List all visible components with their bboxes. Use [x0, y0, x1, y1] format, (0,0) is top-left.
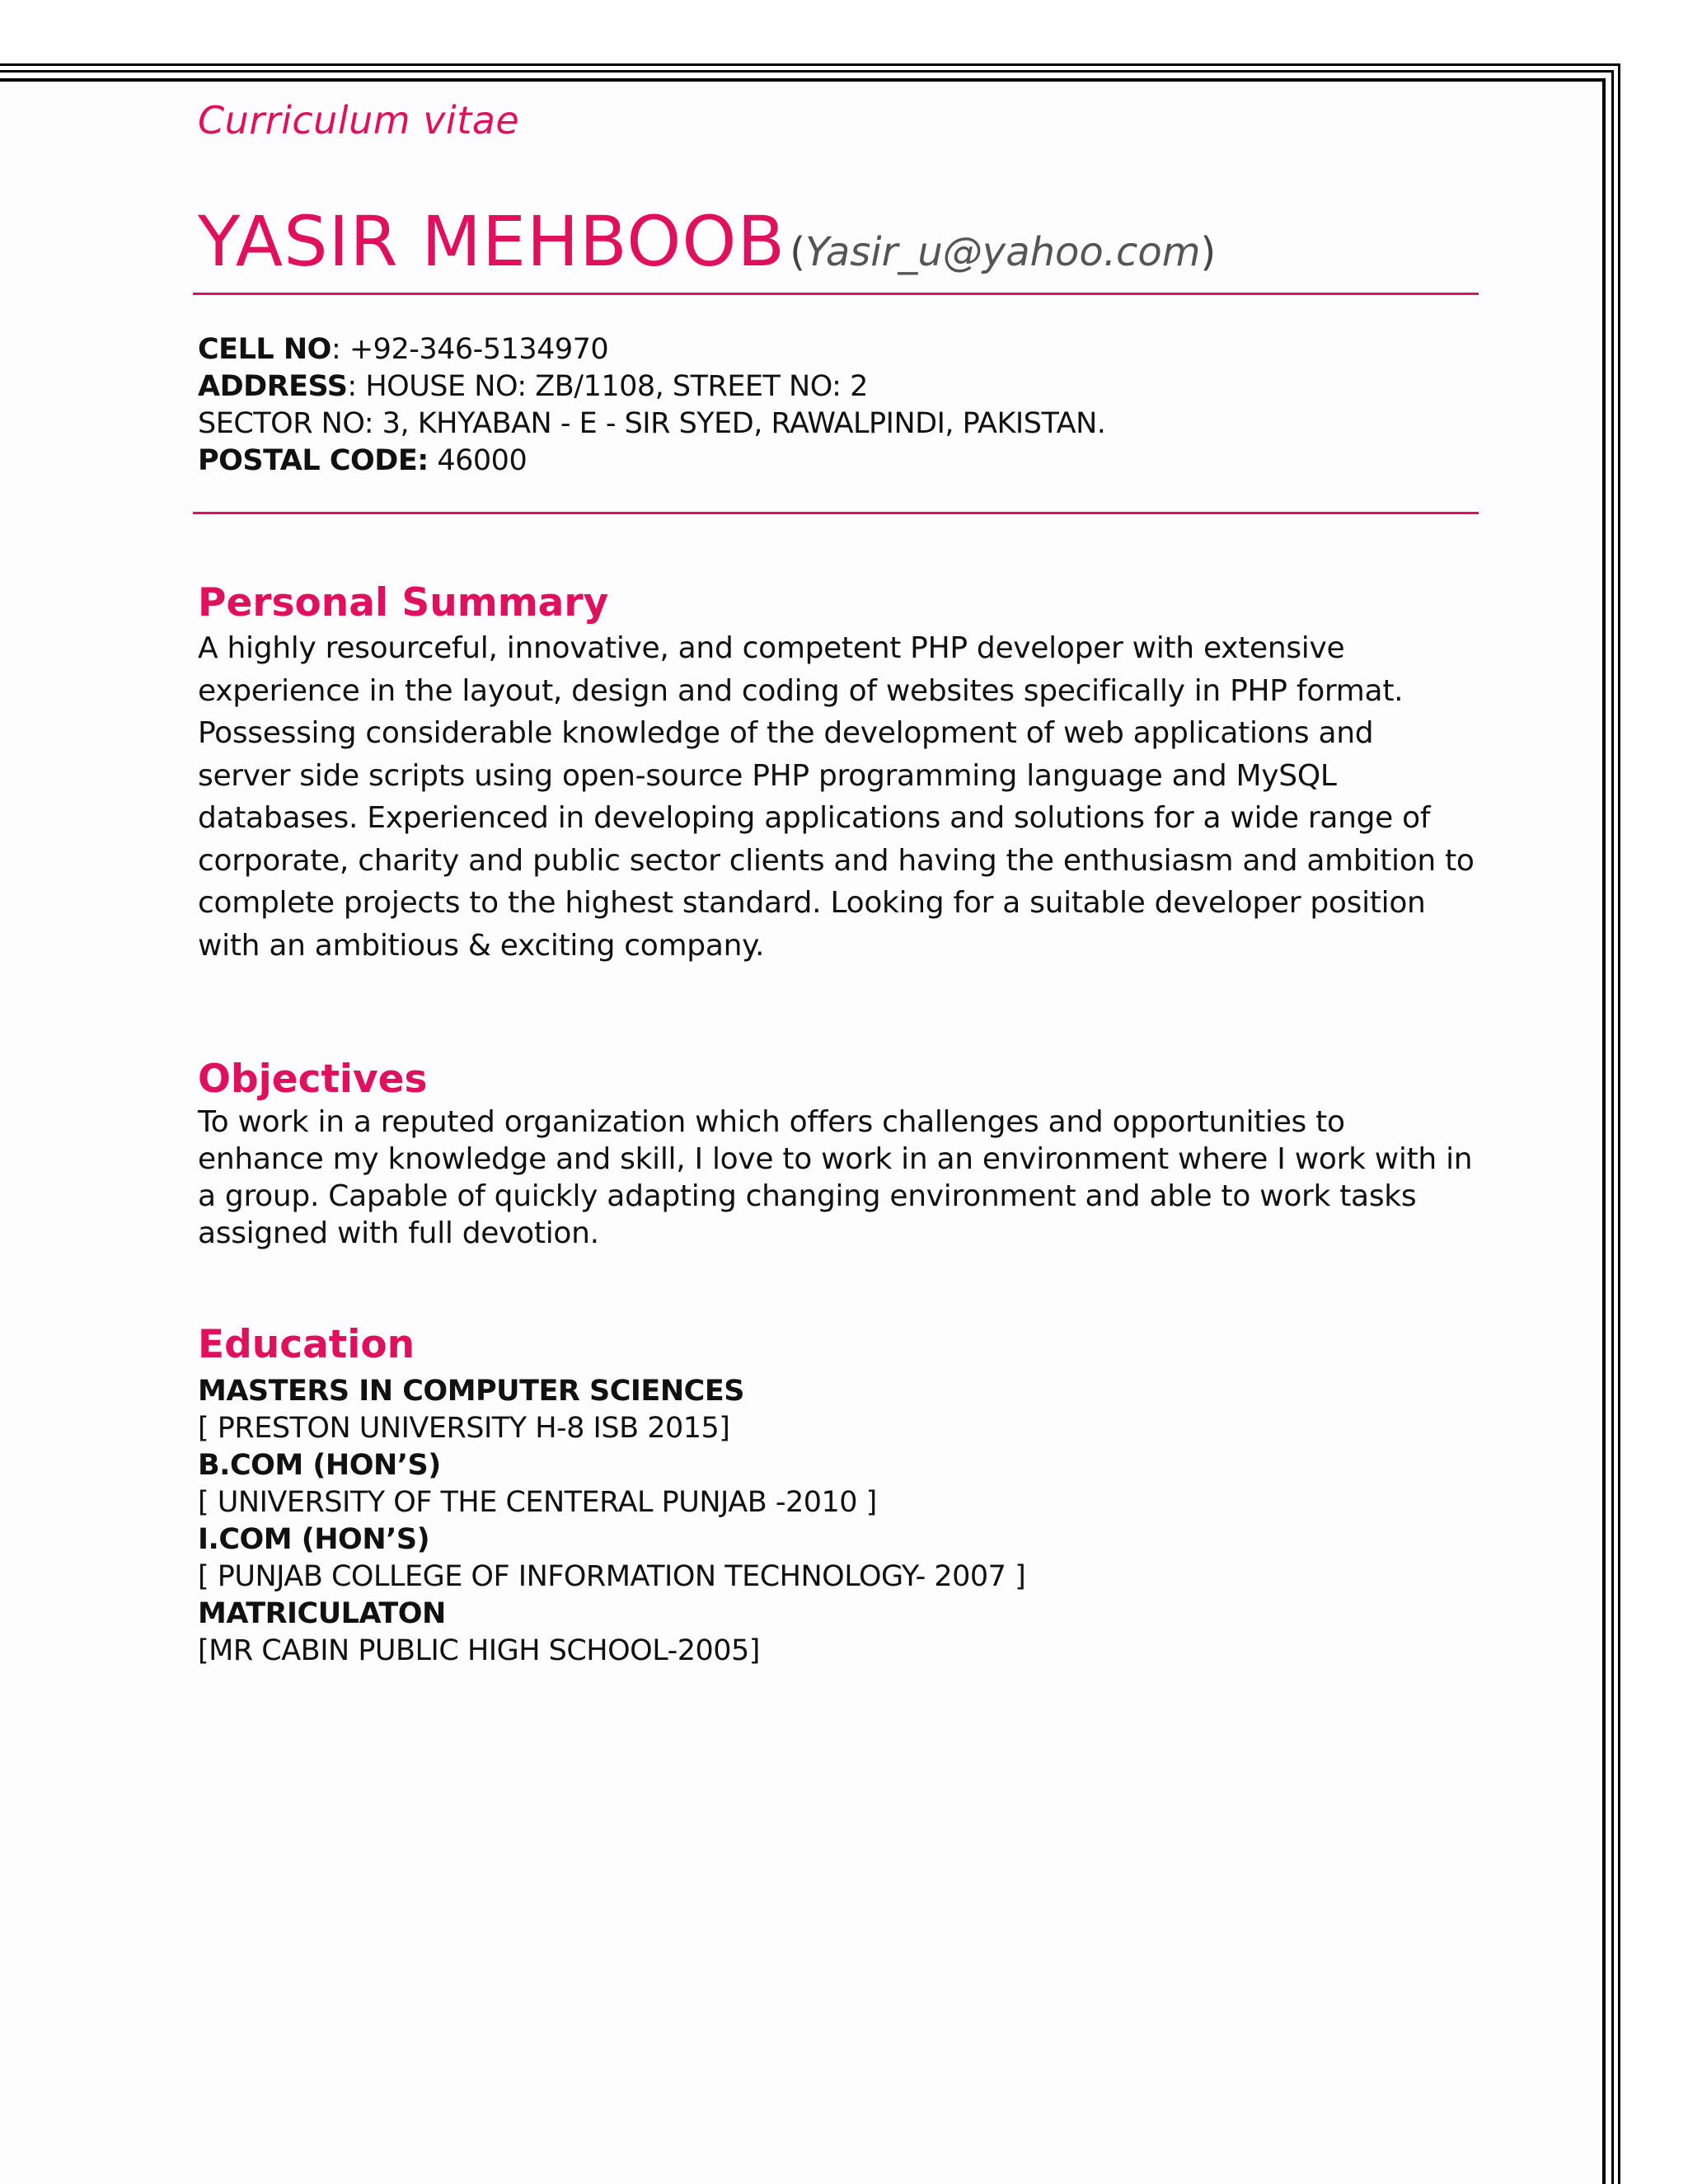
education-degree: MATRICULATON	[198, 1597, 446, 1630]
education-degree: MASTERS IN COMPUTER SCIENCES	[198, 1375, 744, 1408]
name-heading	[198, 201, 1216, 282]
education-institution: [ UNIVERSITY OF THE CENTERAL PUNJAB -2010 ]	[198, 1486, 877, 1519]
cell-row	[198, 331, 1105, 368]
summary-heading: Personal Summary	[198, 580, 609, 626]
objectives-line: assigned with full devotion.	[198, 1216, 599, 1250]
address-row	[198, 368, 1105, 405]
summary-line: Possessing considerable knowledge of the development of web applications and	[198, 716, 1374, 750]
objectives-line: To work in a reputed organization which offers challenges and opportunities to	[198, 1105, 1345, 1139]
summary-line: corporate, charity and public sector clients and having the enthusiasm and ambition to	[198, 843, 1475, 878]
education-degree: B.COM (HON’S)	[198, 1449, 441, 1482]
education-institution: [ PUNJAB COLLEGE OF INFORMATION TECHNOLOGY- 2007 ]	[198, 1560, 1026, 1593]
objectives-line: enhance my knowledge and skill, I love to work in an environment where I work with in	[198, 1142, 1473, 1176]
email-wrapper	[790, 229, 1216, 275]
summary-paragraph	[198, 627, 1492, 967]
cell-value: : +92-346-5134970	[331, 333, 609, 366]
address-value: : HOUSE NO: ZB/1108, STREET NO: 2	[347, 370, 868, 403]
summary-line: A highly resourceful, innovative, and competent PHP developer with extensive	[198, 631, 1345, 665]
objectives-heading: Objectives	[198, 1057, 428, 1102]
header-divider	[193, 293, 1479, 295]
email-open-paren: (	[790, 229, 805, 275]
education-heading: Education	[198, 1322, 415, 1367]
postal-value: 46000	[428, 444, 528, 477]
education-institution: [ PRESTON UNIVERSITY H-8 ISB 2015]	[198, 1412, 730, 1445]
document-label: Curriculum vitae	[198, 98, 520, 143]
objectives-paragraph	[198, 1104, 1492, 1252]
summary-line: databases. Experienced in developing applications and solutions for a wide range of	[198, 801, 1431, 835]
summary-line: with an ambitious & exciting company.	[198, 928, 765, 963]
contact-divider	[193, 512, 1479, 514]
education-institution: [MR CABIN PUBLIC HIGH SCHOOL-2005]	[198, 1634, 760, 1667]
address-line-2: SECTOR NO: 3, KHYABAN - E - SIR SYED, RAWALPINDI, PAKISTAN.	[198, 407, 1106, 440]
cell-label: CELL NO	[198, 333, 331, 366]
contact-block	[198, 331, 1105, 480]
summary-line: complete projects to the highest standard. Looking for a suitable developer position	[198, 886, 1426, 920]
postal-label: POSTAL CODE:	[198, 444, 429, 477]
postal-row	[198, 443, 1105, 480]
address-label: ADDRESS	[198, 370, 348, 403]
email-close-paren: )	[1200, 229, 1217, 275]
summary-line: server side scripts using open-source PHP programming language and MySQL	[198, 758, 1337, 793]
candidate-name: YASIR MEHBOOB	[198, 201, 786, 282]
summary-line: experience in the layout, design and coding of websites specifically in PHP format.	[198, 673, 1404, 708]
education-list	[198, 1373, 1025, 1670]
education-degree: I.COM (HON’S)	[198, 1523, 430, 1556]
email-address[interactable]: Yasir_u@yahoo.com	[804, 229, 1201, 275]
objectives-line: a group. Capable of quickly adapting changing environment and able to work tasks	[198, 1179, 1417, 1213]
